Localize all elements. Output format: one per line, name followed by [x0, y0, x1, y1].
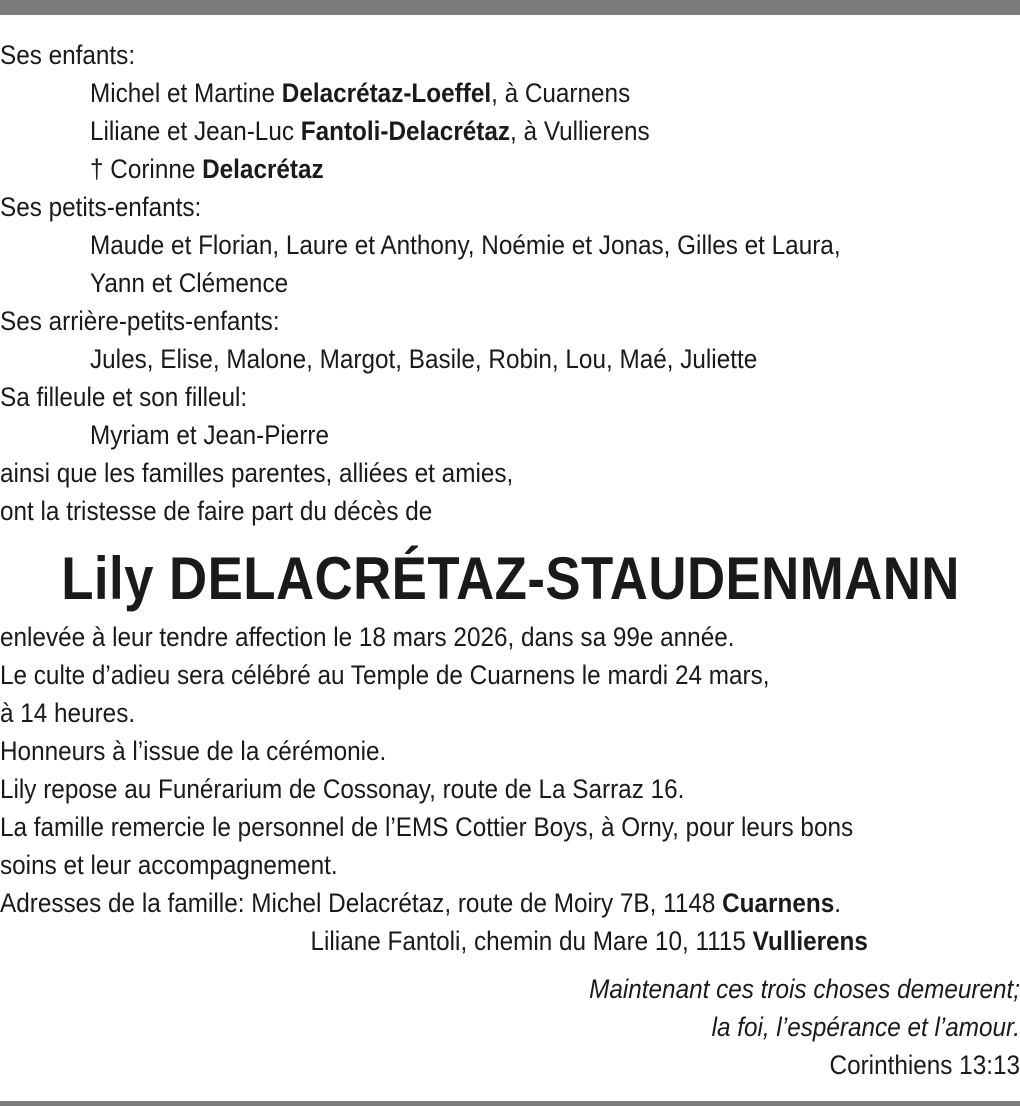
child-text: Michel et Martine [90, 78, 282, 108]
godchildren-line: Myriam et Jean-Pierre [90, 420, 330, 450]
body-line: Le culte d’adieu sera célébré au Temple de Cuarnens le mardi 24 mars, [0, 660, 770, 690]
families-line: ainsi que les familles parentes, alliées et amies, [0, 458, 514, 488]
great-grandchildren-heading: Ses arrière-petits-enfants: [0, 306, 280, 336]
godchildren-heading: Sa filleule et son filleul: [0, 382, 248, 412]
quote-reference: Corinthiens 13:13 [829, 1050, 1020, 1080]
bottom-rule [0, 1101, 1020, 1106]
address-text: Liliane Fantoli, chemin du Mare 10, 1115 [310, 926, 753, 956]
great-grandchildren-line: Jules, Elise, Malone, Margot, Basile, Robin, Lou, Maé, Juliette [90, 344, 758, 374]
body-line: soins et leur accompagnement. [0, 850, 338, 880]
address-town: Vullierens [752, 926, 868, 956]
child-text: Liliane et Jean-Luc [90, 116, 301, 146]
quote-line: Maintenant ces trois choses demeurent; [589, 974, 1020, 1004]
body-line: enlevée à leur tendre affection le 18 mars 2026, dans sa 99e année. [0, 622, 735, 652]
address-text: Adresses de la famille: Michel Delacrétaz, route de Moiry 7B, 1148 [0, 888, 723, 918]
child-text: † Corinne [90, 154, 203, 184]
body-line: Lily repose au Funérarium de Cossonay, route de La Sarraz 16. [0, 774, 685, 804]
address-line [0, 922, 918, 960]
child-line [0, 74, 918, 112]
grandchildren-heading: Ses petits-enfants: [0, 192, 202, 222]
child-surname: Fantoli-Delacrétaz [300, 116, 511, 146]
child-place: , à Cuarnens [491, 78, 631, 108]
grandchildren-line: Yann et Clémence [90, 268, 289, 298]
children-heading: Ses enfants: [0, 40, 136, 70]
body-line: Honneurs à l’issue de la cérémonie. [0, 736, 387, 766]
address-town: Cuarnens [722, 888, 835, 918]
quote-line: la foi, l’espérance et l’amour. [711, 1012, 1020, 1042]
deceased-name: Lily DELACRÉTAZ-STAUDENMANN [61, 545, 960, 612]
child-place: , à Vullierens [510, 116, 650, 146]
grandchildren-line: Maude et Florian, Laure et Anthony, Noémie et Jonas, Gilles et Laura, [90, 230, 841, 260]
child-line [0, 112, 918, 150]
body-line: à 14 heures. [0, 698, 136, 728]
address-punct: . [834, 888, 841, 918]
address-line [0, 884, 918, 922]
child-line [0, 150, 918, 188]
body-line: La famille remercie le personnel de l’EMS Cottier Boys, à Orny, pour leurs bons [0, 812, 854, 842]
top-rule [0, 0, 1020, 15]
announce-line: ont la tristesse de faire part du décès de [0, 496, 433, 526]
child-surname: Delacrétaz [202, 154, 324, 184]
obituary-notice [0, 36, 1020, 1084]
child-surname: Delacrétaz-Loeffel [281, 78, 492, 108]
